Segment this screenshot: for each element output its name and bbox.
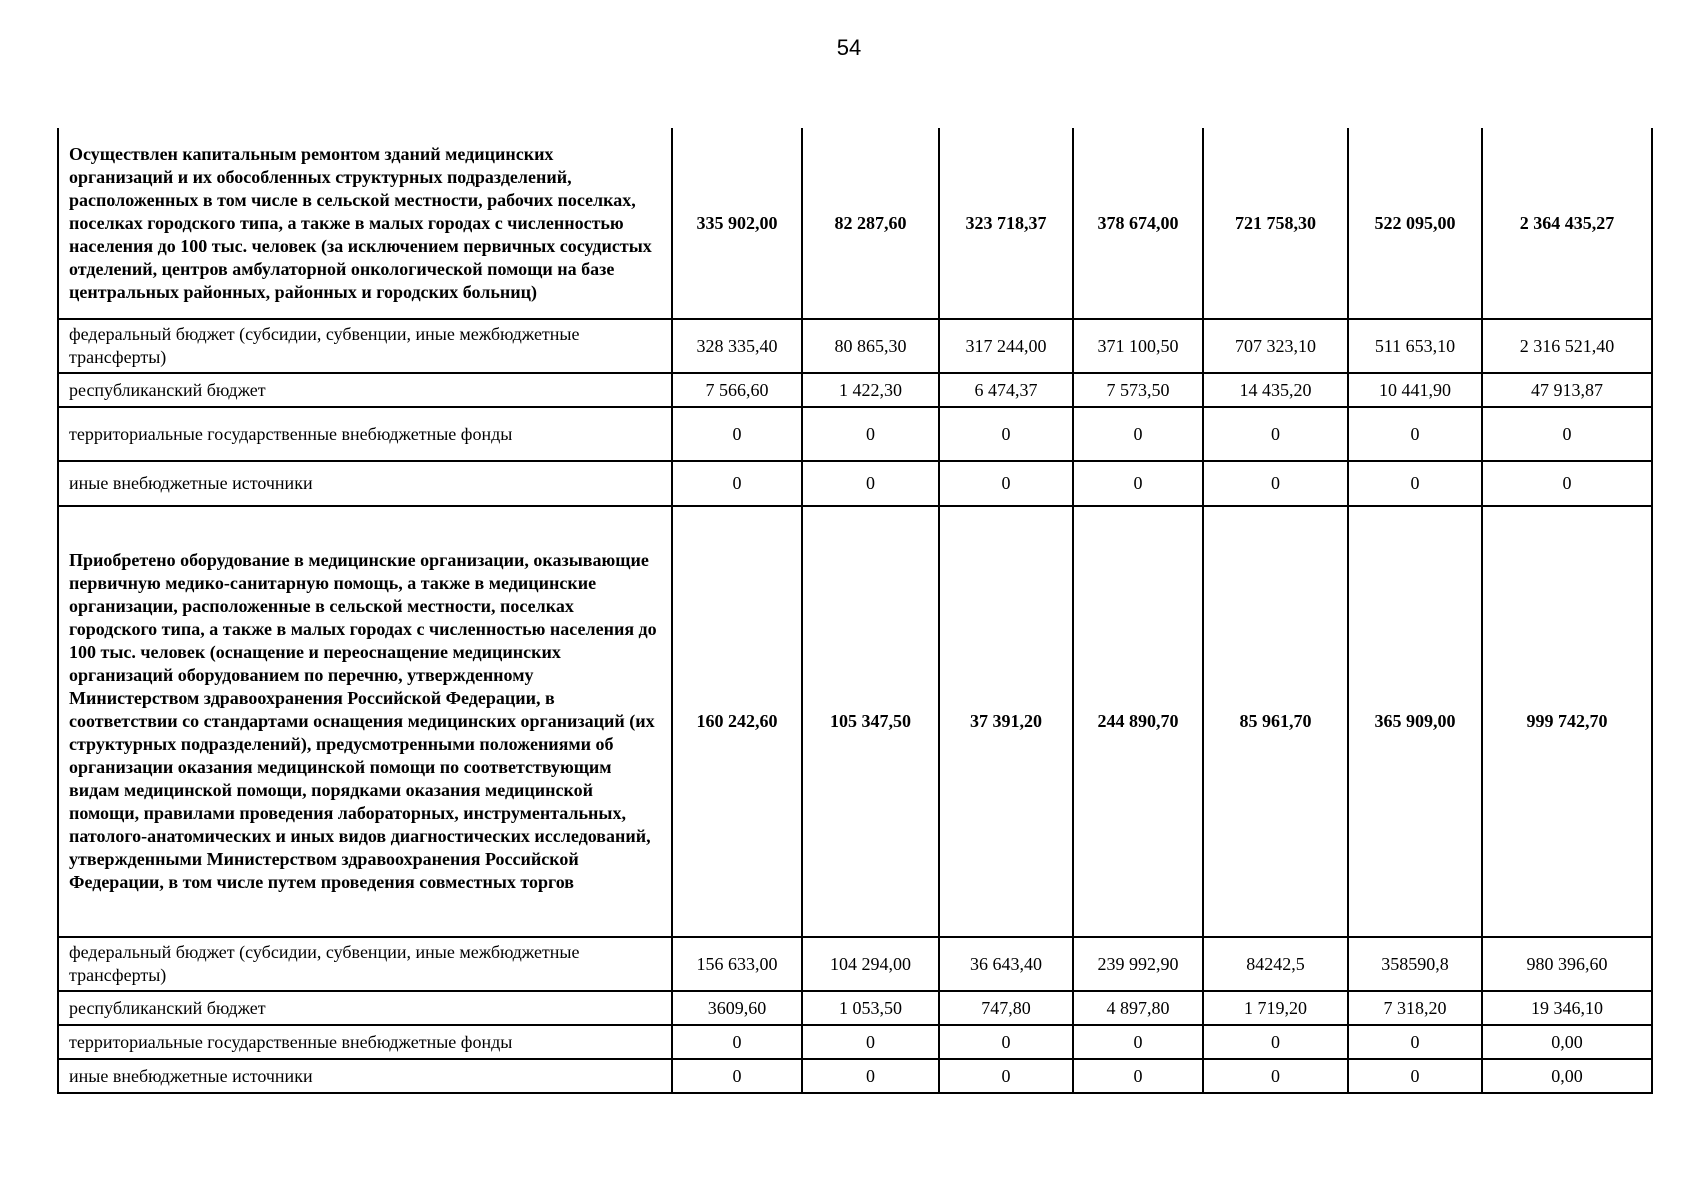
value-cell: 0 <box>672 461 802 506</box>
value-cell: 0 <box>802 407 939 461</box>
value-cell: 36 643,40 <box>939 937 1073 991</box>
table-row <box>58 128 1652 319</box>
row-label: иные внебюджетные источники <box>58 461 672 506</box>
value-cell: 0 <box>939 1025 1073 1059</box>
total-cell: 47 913,87 <box>1482 373 1652 407</box>
total-cell: 980 396,60 <box>1482 937 1652 991</box>
value-cell: 14 435,20 <box>1203 373 1348 407</box>
table-row <box>58 319 1652 373</box>
row-label: Осуществлен капитальным ремонтом зданий медицинских организаций и их обособленных структурных подразделений, расположенных в том числе в сельской местности, рабочих поселках, поселках городского типа, а также в малых городах с численностью населения до 100 тыс. человек (за исключением первичных сосудистых отделений, центров амбулаторной онкологической помощи на базе центральных районных, районных и городских больниц) <box>58 128 672 319</box>
value-cell: 0 <box>1348 461 1482 506</box>
value-cell: 0 <box>672 1059 802 1093</box>
value-cell: 7 566,60 <box>672 373 802 407</box>
table-row <box>58 1059 1652 1093</box>
value-cell: 84242,5 <box>1203 937 1348 991</box>
value-cell: 511 653,10 <box>1348 319 1482 373</box>
value-cell: 328 335,40 <box>672 319 802 373</box>
total-cell: 0 <box>1482 461 1652 506</box>
value-cell: 10 441,90 <box>1348 373 1482 407</box>
value-cell: 747,80 <box>939 991 1073 1025</box>
table-row <box>58 373 1652 407</box>
value-cell: 105 347,50 <box>802 506 939 937</box>
row-label: Приобретено оборудование в медицинские организации, оказывающие первичную медико-санитарную помощь, а также в медицинские организации, расположенные в сельской местности, поселках городского типа, а также в малых городах с численностью населения до 100 тыс. человек (оснащение и переоснащение медицинских организаций оборудованием по перечню, утвержденному Министерством здравоохранения Российской Федерации, в соответствии со стандартами оснащения медицинских организаций (их структурных подразделений), предусмотренными положениями об организации оказания медицинской помощи по соответствующим видам медицинской помощи, порядками оказания медицинской помощи, правилами проведения лабораторных, инструментальных, патолого-анатомических и иных видов диагностических исследований, утвержденными Министерством здравоохранения Российской Федерации, в том числе путем проведения совместных торгов <box>58 506 672 937</box>
value-cell: 358590,8 <box>1348 937 1482 991</box>
value-cell: 0 <box>1348 1025 1482 1059</box>
value-cell: 323 718,37 <box>939 128 1073 319</box>
table-row <box>58 407 1652 461</box>
value-cell: 0 <box>672 407 802 461</box>
value-cell: 0 <box>1073 1059 1203 1093</box>
value-cell: 0 <box>1203 461 1348 506</box>
value-cell: 0 <box>672 1025 802 1059</box>
value-cell: 0 <box>939 407 1073 461</box>
row-label: федеральный бюджет (субсидии, субвенции, иные межбюджетные трансферты) <box>58 937 672 991</box>
value-cell: 522 095,00 <box>1348 128 1482 319</box>
value-cell: 0 <box>1348 1059 1482 1093</box>
value-cell: 160 242,60 <box>672 506 802 937</box>
value-cell: 0 <box>1203 1059 1348 1093</box>
value-cell: 378 674,00 <box>1073 128 1203 319</box>
row-label: республиканский бюджет <box>58 991 672 1025</box>
value-cell: 0 <box>1203 1025 1348 1059</box>
value-cell: 0 <box>802 461 939 506</box>
value-cell: 0 <box>1073 407 1203 461</box>
value-cell: 156 633,00 <box>672 937 802 991</box>
value-cell: 721 758,30 <box>1203 128 1348 319</box>
value-cell: 0 <box>939 461 1073 506</box>
value-cell: 365 909,00 <box>1348 506 1482 937</box>
row-label: иные внебюджетные источники <box>58 1059 672 1093</box>
total-cell: 19 346,10 <box>1482 991 1652 1025</box>
row-label: республиканский бюджет <box>58 373 672 407</box>
value-cell: 0 <box>802 1025 939 1059</box>
value-cell: 244 890,70 <box>1073 506 1203 937</box>
value-cell: 1 422,30 <box>802 373 939 407</box>
value-cell: 80 865,30 <box>802 319 939 373</box>
total-cell: 0 <box>1482 407 1652 461</box>
value-cell: 0 <box>1073 461 1203 506</box>
total-cell: 0,00 <box>1482 1025 1652 1059</box>
value-cell: 707 323,10 <box>1203 319 1348 373</box>
table-row <box>58 506 1652 937</box>
value-cell: 6 474,37 <box>939 373 1073 407</box>
value-cell: 37 391,20 <box>939 506 1073 937</box>
total-cell: 999 742,70 <box>1482 506 1652 937</box>
value-cell: 0 <box>1348 407 1482 461</box>
page-number: 54 <box>836 35 862 60</box>
value-cell: 0 <box>1073 1025 1203 1059</box>
row-label: федеральный бюджет (субсидии, субвенции, иные межбюджетные трансферты) <box>58 319 672 373</box>
total-cell: 2 316 521,40 <box>1482 319 1652 373</box>
value-cell: 0 <box>939 1059 1073 1093</box>
value-cell: 371 100,50 <box>1073 319 1203 373</box>
value-cell: 104 294,00 <box>802 937 939 991</box>
value-cell: 4 897,80 <box>1073 991 1203 1025</box>
row-label: территориальные государственные внебюджетные фонды <box>58 407 672 461</box>
row-label: территориальные государственные внебюджетные фонды <box>58 1025 672 1059</box>
total-cell: 0,00 <box>1482 1059 1652 1093</box>
table-row <box>58 461 1652 506</box>
value-cell: 3609,60 <box>672 991 802 1025</box>
value-cell: 335 902,00 <box>672 128 802 319</box>
value-cell: 85 961,70 <box>1203 506 1348 937</box>
value-cell: 239 992,90 <box>1073 937 1203 991</box>
table-row <box>58 937 1652 991</box>
total-cell: 2 364 435,27 <box>1482 128 1652 319</box>
value-cell: 7 573,50 <box>1073 373 1203 407</box>
budget-table <box>57 128 1653 1094</box>
value-cell: 1 053,50 <box>802 991 939 1025</box>
value-cell: 0 <box>802 1059 939 1093</box>
value-cell: 7 318,20 <box>1348 991 1482 1025</box>
table-row <box>58 1025 1652 1059</box>
value-cell: 0 <box>1203 407 1348 461</box>
table-row <box>58 991 1652 1025</box>
value-cell: 317 244,00 <box>939 319 1073 373</box>
value-cell: 82 287,60 <box>802 128 939 319</box>
value-cell: 1 719,20 <box>1203 991 1348 1025</box>
